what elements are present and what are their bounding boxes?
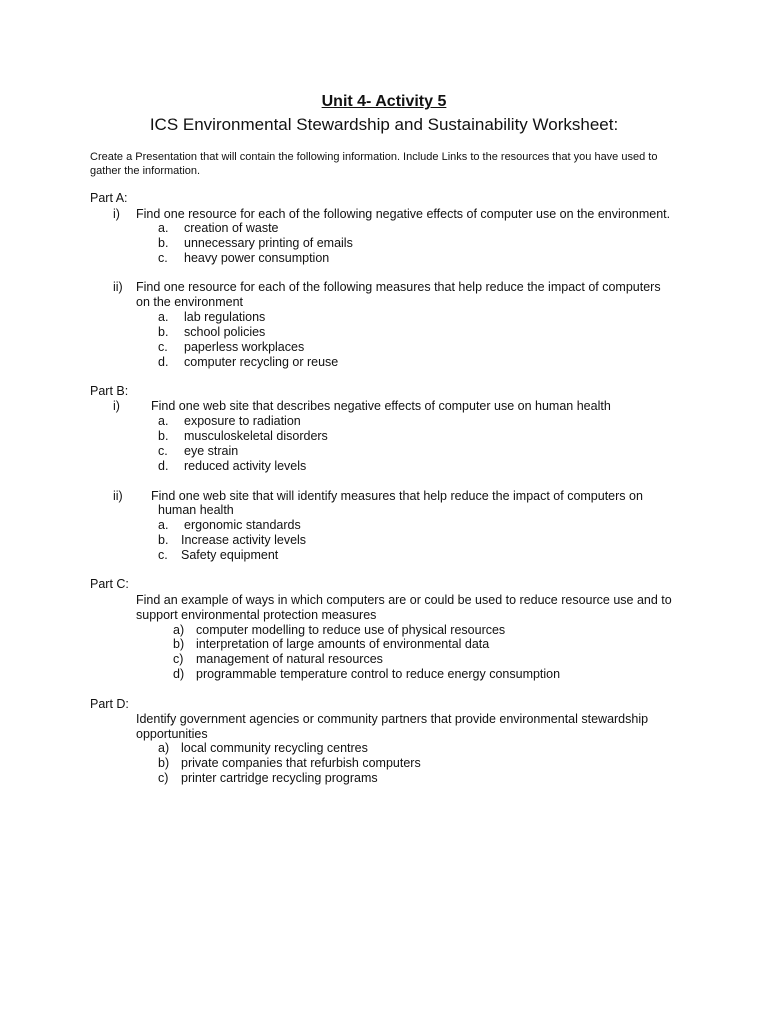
list-item: local community recycling centres — [181, 741, 368, 755]
list-marker: a. — [158, 310, 169, 324]
list-marker: a) — [158, 741, 170, 755]
list-item: management of natural resources — [196, 652, 383, 666]
list-marker: a) — [173, 623, 185, 637]
question-number: i) — [113, 207, 120, 221]
list-item: Safety equipment — [181, 548, 279, 562]
section-text: support environmental protection measures — [136, 608, 377, 622]
list-item: reduced activity levels — [184, 459, 307, 473]
page-subtitle: ICS Environmental Stewardship and Sustainability Worksheet: — [149, 115, 619, 134]
list-marker: d. — [158, 355, 169, 369]
list-marker: b. — [158, 429, 169, 443]
list-marker: a. — [158, 518, 169, 532]
list-item: paperless workplaces — [184, 340, 305, 354]
question-text: Find one web site that will identify measures that help reduce the impact of computers on — [151, 489, 643, 503]
list-item: interpretation of large amounts of environmental data — [196, 637, 490, 651]
page-title: Unit 4- Activity 5 — [321, 93, 447, 110]
part-a-heading: Part A: — [90, 191, 128, 205]
question-number: ii) — [113, 489, 123, 503]
list-item: computer recycling or reuse — [184, 355, 339, 369]
list-item: school policies — [184, 325, 266, 339]
list-item: ergonomic standards — [184, 518, 301, 532]
list-item: lab regulations — [184, 310, 266, 324]
intro-paragraph — [90, 150, 690, 178]
list-marker: b) — [158, 756, 170, 770]
intro-line: Create a Presentation that will contain the following information. Include Links to the resources that you have used to — [90, 151, 658, 163]
question-text: on the environment — [136, 295, 244, 309]
list-marker: d) — [173, 667, 185, 681]
question-number: i) — [113, 399, 120, 413]
list-item: exposure to radiation — [184, 414, 301, 428]
question-text: Find one resource for each of the following measures that help reduce the impact of computers — [136, 280, 661, 294]
list-marker: b) — [173, 637, 185, 651]
list-item: unnecessary printing of emails — [184, 236, 353, 250]
part-d-heading: Part D: — [90, 697, 129, 711]
list-marker: c) — [173, 652, 184, 666]
list-item: musculoskeletal disorders — [184, 429, 328, 443]
list-item: eye strain — [184, 444, 239, 458]
list-marker: c. — [158, 444, 168, 458]
question-text: Find one resource for each of the following negative effects of computer use on the environment. — [136, 207, 671, 221]
list-marker: c. — [158, 340, 168, 354]
list-item: computer modelling to reduce use of physical resources — [196, 623, 506, 637]
question-number: ii) — [113, 280, 123, 294]
list-marker: c. — [158, 251, 168, 265]
list-marker: c) — [158, 771, 169, 785]
intro-line: gather the information. — [90, 165, 201, 177]
question-text: Find one web site that describes negative effects of computer use on human health — [151, 399, 611, 413]
list-item: Increase activity levels — [181, 533, 307, 547]
list-marker: d. — [158, 459, 169, 473]
question-text: human health — [158, 503, 234, 517]
list-marker: b. — [158, 533, 169, 547]
list-marker: b. — [158, 236, 169, 250]
part-b-heading: Part B: — [90, 384, 129, 398]
list-item: programmable temperature control to reduce energy consumption — [196, 667, 561, 681]
list-item: heavy power consumption — [184, 251, 330, 265]
list-marker: a. — [158, 414, 169, 428]
section-text: Identify government agencies or community partners that provide environmental stewardship — [136, 712, 649, 726]
section-text: opportunities — [136, 727, 208, 741]
list-marker: c. — [158, 548, 168, 562]
part-c-heading: Part C: — [90, 577, 129, 591]
list-item: private companies that refurbish computers — [181, 756, 421, 770]
list-marker: b. — [158, 325, 169, 339]
list-marker: a. — [158, 221, 169, 235]
list-item: printer cartridge recycling programs — [181, 771, 378, 785]
section-text: Find an example of ways in which computers are or could be used to reduce resource use and to — [136, 593, 672, 607]
list-item: creation of waste — [184, 221, 279, 235]
